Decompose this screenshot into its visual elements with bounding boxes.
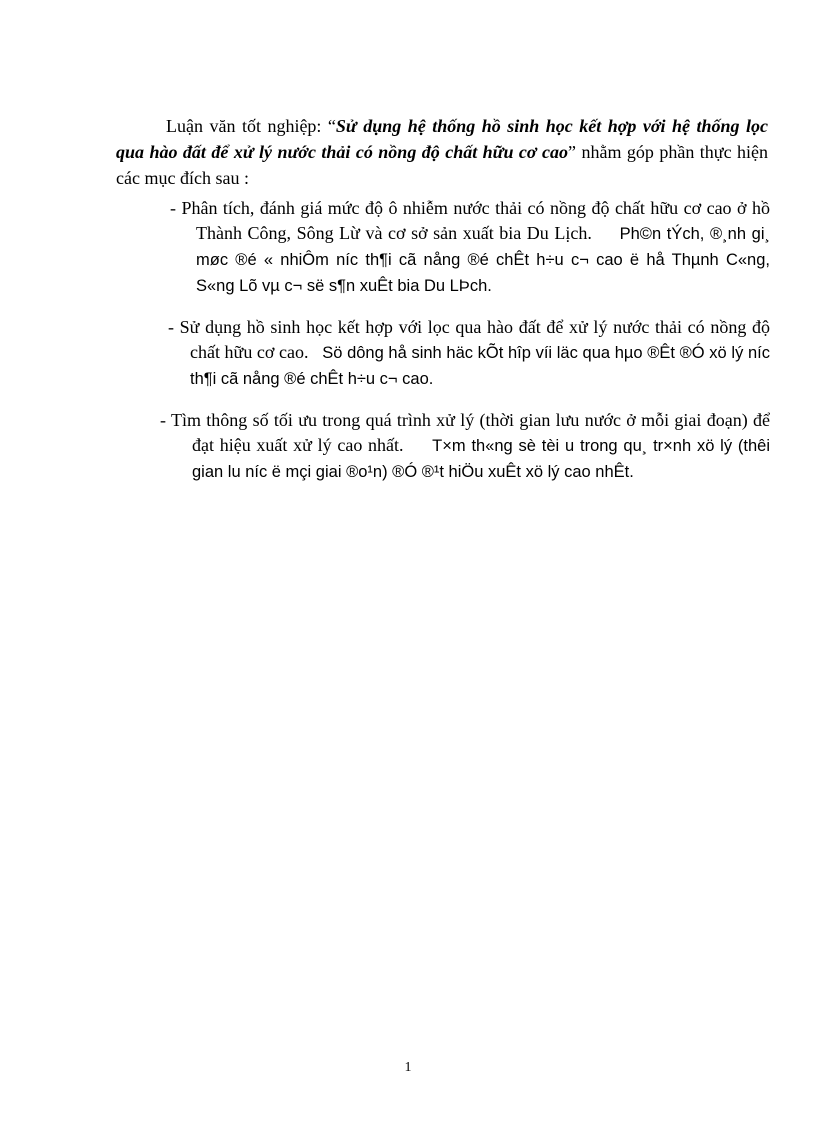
objective-legacy-encoded-text: Sö dông hå sinh häc kÕt hîp víi läc qua hµo ®Êt ®Ó xö lý níc th¶i cã nång ®é chÊt h÷u c¬ cao. — [190, 344, 770, 388]
objective-text: - Phân tích, đánh giá mức độ ô nhiễm nước thải có nồng độ chất hữu cơ cao ở hồ Thành Công, Sông Lừ và cơ sở sản xuất bia Du Lịch. — [170, 198, 770, 243]
objective-text: - Tìm thông số tối ưu trong quá trình xử lý (thời gian lưu nước ở mỗi giai đoạn) để đạt hiệu xuất xử lý cao nhất. — [160, 410, 770, 455]
objective-legacy-encoded-text: T×m th«ng sè tèi u trong qu¸ tr×nh xö lý (thêi gian lu níc ë mçi giai ®o¹n) ®Ó ®¹t hiÖu xuÊt xö lý cao nhÊt. — [192, 437, 770, 481]
objectives-list — [160, 196, 770, 501]
list-item — [156, 408, 770, 485]
intro-suffix: ” nhằm góp phần thực hiện các mục đích sau : — [116, 142, 768, 188]
objective-legacy-encoded-text: Ph©n tÝch, ®¸nh gi¸ møc ®é « nhiÔm níc th¶i cã nång ®é chÊt h÷u c¬ cao ë hå Thµnh C«ng, S«ng Lõ vµ c¬ së s¶n xuÊt bia Du LÞch. — [196, 225, 771, 295]
list-item — [160, 315, 770, 392]
intro-prefix: Luận văn tốt nghiệp: “ — [166, 116, 336, 136]
page-number: 1 — [404, 1060, 412, 1075]
list-item — [160, 196, 770, 299]
intro-paragraph — [116, 113, 768, 191]
objective-text: - Sử dụng hồ sinh học kết hợp với lọc qua hào đất để xử lý nước thải có nồng độ chất hữu cơ cao. — [168, 317, 770, 362]
thesis-title: Sử dụng hệ thống hồ sinh học kết hợp với hệ thống lọc qua hào đất để xử lý nước thải có nồng độ chất hữu cơ cao — [116, 116, 768, 162]
